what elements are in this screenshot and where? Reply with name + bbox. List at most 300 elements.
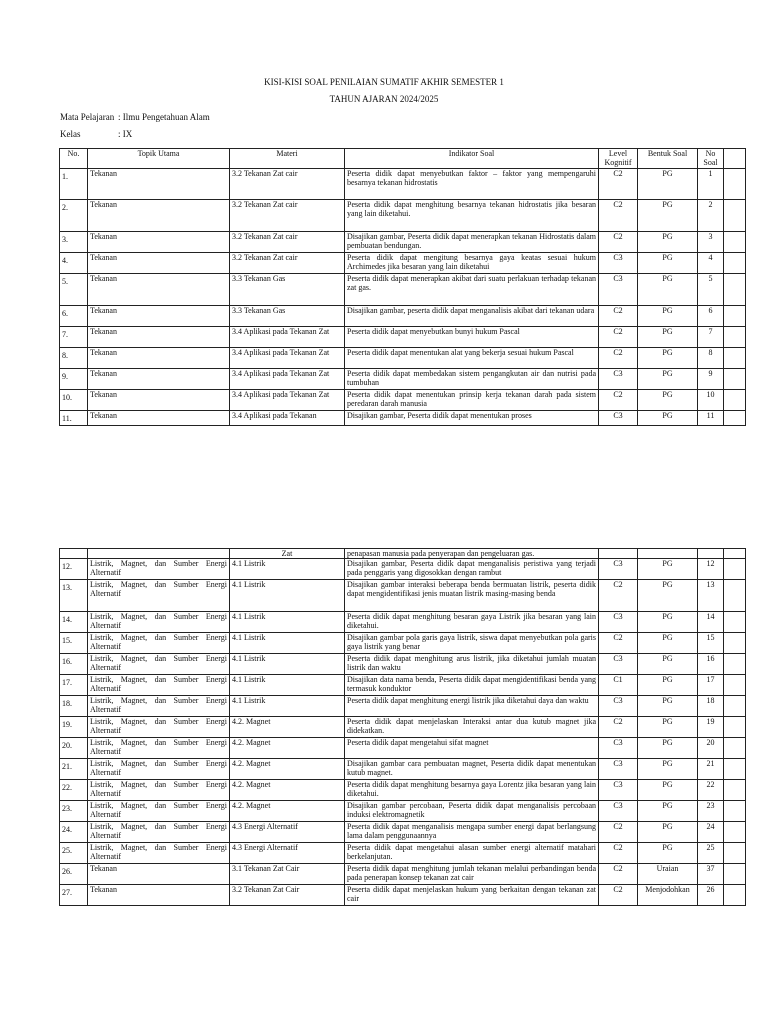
cell-materi — [230, 675, 345, 696]
cell-indikator-text: Disajikan data nama benda, Peserta didik dapat mengidentifikasi benda yang termasuk konduktor — [347, 675, 596, 693]
cell-materi-text: 3.4 Aplikasi pada Tekanan Zat — [232, 369, 330, 378]
cell-indikator — [345, 559, 599, 580]
cell-no — [60, 717, 88, 738]
cell-topik-text: Tekanan — [90, 885, 117, 894]
class-value: : IX — [118, 129, 133, 139]
cell-bentuk-text: PG — [662, 801, 673, 810]
cell-topik — [88, 654, 230, 675]
cell-nosoal-text: 18 — [706, 696, 715, 705]
cell-materi — [230, 200, 345, 232]
cell-materi-text: 3.2 Tekanan Zat cair — [232, 169, 298, 178]
cell-indikator-text: Peserta didik dapat menghitung jumlah tekanan melalui perbandingan benda pada penerapan konsep tekanan zat cair — [347, 864, 596, 882]
cell-nosoal — [698, 580, 724, 612]
cell-blank — [724, 822, 746, 843]
cell-blank — [724, 696, 746, 717]
cell-bentuk-text: PG — [662, 675, 673, 684]
table-row — [60, 843, 746, 864]
table-row — [60, 633, 746, 654]
cell-nosoal — [698, 675, 724, 696]
cell-indikator — [345, 843, 599, 864]
cell-level-text: C3 — [613, 253, 623, 262]
cell-nosoal — [698, 822, 724, 843]
cell-topik-text: Listrik, Magnet, dan Sumber Energi Alternatif — [90, 759, 227, 777]
cell-topik-text: Listrik, Magnet, dan Sumber Energi Alternatif — [90, 717, 227, 735]
cell-indikator — [345, 633, 599, 654]
cell-topik — [88, 369, 230, 390]
table-row — [60, 654, 746, 675]
cell-nosoal-text: 25 — [706, 843, 715, 852]
cell-bentuk-text: PG — [662, 759, 673, 768]
cell-bentuk — [638, 411, 698, 426]
table-row — [60, 759, 746, 780]
cell-blank — [724, 169, 746, 200]
cell-no-text: 22. — [62, 783, 72, 792]
cell-topik-text: Listrik, Magnet, dan Sumber Energi Alternatif — [90, 822, 227, 840]
cell-blank — [724, 675, 746, 696]
header-nosoal: No Soal — [698, 149, 724, 169]
cell-materi-text: 4.1 Listrik — [232, 580, 266, 589]
table-header-row — [60, 149, 746, 169]
cell-no — [60, 633, 88, 654]
cell-level-text: C2 — [613, 348, 623, 357]
cell-materi — [230, 822, 345, 843]
cell-nosoal-text: 37 — [706, 864, 715, 873]
cell-topik — [88, 411, 230, 426]
cell-bentuk-text: PG — [662, 717, 673, 726]
cell-bentuk — [638, 822, 698, 843]
cell-topik-text: Listrik, Magnet, dan Sumber Energi Alternatif — [90, 633, 227, 651]
table-row — [60, 274, 746, 306]
cell-bentuk-text: PG — [662, 253, 673, 262]
cell-bentuk-text: PG — [662, 169, 673, 178]
cell-topik — [88, 169, 230, 200]
cell-level-text: C2 — [613, 390, 623, 399]
grid-table-page-2 — [59, 548, 746, 906]
cell-indikator — [345, 717, 599, 738]
cell-level-text: C3 — [613, 559, 623, 568]
cell-level-text: C3 — [613, 274, 623, 283]
cell-materi-text: 3.2 Tekanan Zat cair — [232, 253, 298, 262]
table-row — [60, 822, 746, 843]
cell-nosoal-text: 15 — [706, 633, 715, 642]
cell-topik-text: Listrik, Magnet, dan Sumber Energi Alternatif — [90, 559, 227, 577]
cell-topik — [88, 580, 230, 612]
cell-indikator-text: Peserta didik dapat menganalisis mengapa sumber energi dapat berlangsung lama dalam penggunaannya — [347, 822, 596, 840]
cell-indikator-text: Peserta didik dapat menghitung besaran gaya Listrik jika besaran yang lain diketahui. — [347, 612, 596, 630]
cell-bentuk — [638, 390, 698, 411]
cell-indikator — [345, 801, 599, 822]
table-row — [60, 580, 746, 612]
cell-bentuk — [638, 696, 698, 717]
cell-topik-text: Listrik, Magnet, dan Sumber Energi Alternatif — [90, 675, 227, 693]
cell-topik-text: Tekanan — [90, 411, 117, 420]
cell-indikator-text: Peserta didik dapat menghitung arus listrik, jika diketahui jumlah muatan listrik dan waktu — [347, 654, 596, 672]
cell-nosoal — [698, 864, 724, 885]
table-row — [60, 864, 746, 885]
cell-materi — [230, 274, 345, 306]
cell-bentuk — [638, 780, 698, 801]
cell-bentuk-text: PG — [662, 200, 673, 209]
cell-indikator — [345, 200, 599, 232]
cell-bentuk-text: PG — [662, 738, 673, 747]
document-title: KISI-KISI SOAL PENILAIAN SUMATIF AKHIR SEMESTER 1 — [264, 77, 504, 87]
cell-no-text: 19. — [62, 720, 72, 729]
cell-materi — [230, 232, 345, 253]
cell-indikator — [345, 780, 599, 801]
cell-no-text: 18. — [62, 699, 72, 708]
cell-bentuk — [638, 675, 698, 696]
cell-topik — [88, 612, 230, 633]
cell-bentuk-text: Menjodohkan — [645, 885, 690, 894]
cell-topik-text: Tekanan — [90, 327, 117, 336]
cell-level — [599, 327, 638, 348]
cell-topik-text: Listrik, Magnet, dan Sumber Energi Alternatif — [90, 738, 227, 756]
cell-no-text: 7. — [62, 330, 68, 339]
cell-materi — [230, 348, 345, 369]
cell-indikator — [345, 169, 599, 200]
cell-topik-text: Listrik, Magnet, dan Sumber Energi Alternatif — [90, 580, 227, 598]
cell-bentuk — [638, 885, 698, 906]
cell-topik — [88, 348, 230, 369]
cell-no — [60, 559, 88, 580]
cell-nosoal — [698, 327, 724, 348]
cell-indikator-text: Disajikan gambar, Peserta didik dapat menerapkan tekanan Hidrostatis dalam pembuatan bendungan. — [347, 232, 596, 250]
cell-no — [60, 738, 88, 759]
table-row — [60, 696, 746, 717]
cell-level — [599, 169, 638, 200]
cell-topik — [88, 885, 230, 906]
cell-blank — [724, 843, 746, 864]
cell-materi-text: 4.2. Magnet — [232, 759, 271, 768]
cell-nosoal — [698, 717, 724, 738]
cell-blank — [724, 738, 746, 759]
cell-level — [599, 759, 638, 780]
cell-topik-text: Tekanan — [90, 390, 117, 399]
cell-materi: Zat — [230, 549, 345, 559]
cell-no-text: 12. — [62, 562, 72, 571]
cell-level-text: C3 — [613, 696, 623, 705]
header-bentuk: Bentuk Soal — [638, 149, 698, 169]
cell-level — [599, 559, 638, 580]
cell-materi — [230, 580, 345, 612]
cell-bentuk-text: PG — [662, 612, 673, 621]
cell-materi — [230, 864, 345, 885]
cell-level-text: C3 — [613, 612, 623, 621]
cell-nosoal — [698, 232, 724, 253]
cell-materi — [230, 306, 345, 327]
cell-level-text: C3 — [613, 654, 623, 663]
cell-blank — [724, 559, 746, 580]
cell-no — [60, 274, 88, 306]
header-no: No. — [60, 149, 88, 169]
cell-nosoal-text: 10 — [706, 390, 715, 399]
cell-no — [60, 580, 88, 612]
table-row — [60, 348, 746, 369]
cell-level — [599, 390, 638, 411]
cell-no — [60, 411, 88, 426]
cell-topik — [88, 801, 230, 822]
cell-bentuk-text: PG — [662, 654, 673, 663]
cell-nosoal-text: 5 — [708, 274, 713, 283]
cell-bentuk — [638, 253, 698, 274]
cell-no-text: 21. — [62, 762, 72, 771]
cell-topik — [88, 559, 230, 580]
cell-topik — [88, 327, 230, 348]
cell-materi-text: 3.4 Aplikasi pada Tekanan Zat — [232, 390, 330, 399]
cell-indikator-text: Peserta didik dapat menentukan prinsip kerja tekanan darah pada sistem peredaran darah manusia — [347, 390, 596, 408]
cell-level — [599, 843, 638, 864]
cell-no — [60, 654, 88, 675]
cell-topik-text: Listrik, Magnet, dan Sumber Energi Alternatif — [90, 654, 227, 672]
cell-materi-text: 3.3 Tekanan Gas — [232, 306, 286, 315]
cell-topik — [88, 306, 230, 327]
cell-level — [599, 822, 638, 843]
cell-no-text: 15. — [62, 636, 72, 645]
cell-level-text: C2 — [613, 717, 623, 726]
cell-bentuk-text: PG — [662, 411, 673, 420]
cell-nosoal-text: 3 — [708, 232, 713, 241]
cell-blank — [724, 780, 746, 801]
cell-topik-text: Tekanan — [90, 306, 117, 315]
cell-no-text: 5. — [62, 277, 68, 286]
cell-no — [60, 327, 88, 348]
cell-bentuk — [638, 169, 698, 200]
cell-level — [599, 232, 638, 253]
cell-no — [60, 200, 88, 232]
cell-blank — [724, 327, 746, 348]
cell-materi — [230, 633, 345, 654]
cell-blank — [724, 801, 746, 822]
table-row — [60, 200, 746, 232]
cell-level-text: C1 — [613, 675, 623, 684]
table-row — [60, 612, 746, 633]
cell-materi-text: 3.4 Aplikasi pada Tekanan Zat — [232, 348, 330, 357]
cell-nosoal-text: 23 — [706, 801, 715, 810]
cell-topik — [88, 822, 230, 843]
cell-bentuk-text: Uraian — [656, 864, 679, 873]
cell-materi-text: 4.2. Magnet — [232, 780, 271, 789]
cell-materi-text: 3.1 Tekanan Zat Cair — [232, 864, 300, 873]
cell-indikator-text: Disajikan gambar, Peserta didik dapat menganalisis peristiwa yang terjadi pada penggaris yang digosokkan dengan rambut — [347, 559, 596, 577]
cell-materi-text: 3.2 Tekanan Zat cair — [232, 232, 298, 241]
cell-materi — [230, 559, 345, 580]
cell-topik-text: Listrik, Magnet, dan Sumber Energi Alternatif — [90, 780, 227, 798]
cell-blank — [724, 232, 746, 253]
cell-nosoal-text: 16 — [706, 654, 715, 663]
cell-nosoal-text: 6 — [708, 306, 713, 315]
cell-nosoal-text: 9 — [708, 369, 713, 378]
cell-nosoal — [698, 390, 724, 411]
cell-blank — [724, 549, 746, 559]
cell-materi — [230, 253, 345, 274]
cell-indikator-text: Peserta didik dapat menyebutkan faktor – faktor yang mempengaruhi besarnya tekanan hidrostatis — [347, 169, 596, 187]
cell-blank — [724, 348, 746, 369]
cell-nosoal — [698, 253, 724, 274]
cell-no — [60, 306, 88, 327]
cell-materi-text: 3.4 Aplikasi pada Tekanan Zat — [232, 327, 330, 336]
cell-materi-text: 4.3 Energi Alternatif — [232, 843, 298, 852]
header-materi: Materi — [230, 149, 345, 169]
cell-nosoal — [698, 274, 724, 306]
cell-nosoal — [698, 411, 724, 426]
table-row — [60, 169, 746, 200]
header-level: Level Kognitif — [599, 149, 638, 169]
cell-indikator — [345, 696, 599, 717]
cell-materi-text: 4.2. Magnet — [232, 801, 271, 810]
cell-no — [60, 253, 88, 274]
cell-no — [60, 885, 88, 906]
cell-materi — [230, 369, 345, 390]
cell-nosoal — [698, 348, 724, 369]
cell-indikator: penapasan manusia pada penyerapan dan pengeluaran gas. — [345, 549, 599, 559]
cell-nosoal — [698, 696, 724, 717]
table-row — [60, 717, 746, 738]
cell-topik — [88, 390, 230, 411]
cell-indikator-text: Peserta didik dapat mengitung besarnya gaya keatas sesuai hukum Archimedes jika besaran yang lain diketahui — [347, 253, 596, 271]
cell-indikator — [345, 274, 599, 306]
cell-level — [599, 780, 638, 801]
cell-bentuk — [638, 306, 698, 327]
cell-no — [60, 369, 88, 390]
cell-bentuk — [638, 348, 698, 369]
cell-blank — [724, 580, 746, 612]
cell-level-text: C2 — [613, 327, 623, 336]
cell-no-text: 26. — [62, 867, 72, 876]
cell-level — [599, 864, 638, 885]
cell-topik-text: Tekanan — [90, 274, 117, 283]
cell-materi-text: 4.1 Listrik — [232, 696, 266, 705]
cell-indikator-text: Peserta didik dapat menerapkan akibat dari suatu perlakuan terhadap tekanan zat gas. — [347, 274, 596, 292]
cell-level — [599, 369, 638, 390]
table-row — [60, 675, 746, 696]
cell-nosoal — [698, 738, 724, 759]
cell-bentuk — [638, 327, 698, 348]
cell-nosoal — [698, 200, 724, 232]
cell-nosoal — [698, 633, 724, 654]
cell-blank — [724, 253, 746, 274]
cell-materi — [230, 738, 345, 759]
cell-no-text: 16. — [62, 657, 72, 666]
cell-materi-text: 3.4 Aplikasi pada Tekanan — [232, 411, 317, 420]
cell-no — [60, 864, 88, 885]
continuation-row — [60, 549, 746, 559]
cell-indikator — [345, 232, 599, 253]
cell-no — [60, 780, 88, 801]
cell-no — [60, 675, 88, 696]
cell-level-text: C3 — [613, 759, 623, 768]
cell-level — [599, 411, 638, 426]
cell-no — [60, 232, 88, 253]
cell-nosoal-text: 7 — [708, 327, 713, 336]
cell-level — [599, 612, 638, 633]
cell-nosoal-text: 19 — [706, 717, 715, 726]
cell-no — [60, 348, 88, 369]
cell-topik — [88, 717, 230, 738]
header-topik: Topik Utama — [88, 149, 230, 169]
cell-indikator-text: Peserta didik dapat membedakan sistem pengangkutan air dan nutrisi pada tumbuhan — [347, 369, 596, 387]
header-indikator: Indikator Soal — [345, 149, 599, 169]
cell-no-text: 2. — [62, 203, 68, 212]
cell-nosoal-text: 13 — [706, 580, 715, 589]
cell-bentuk-text: PG — [662, 633, 673, 642]
cell-materi — [230, 885, 345, 906]
subject-line — [60, 112, 210, 122]
cell-topik — [88, 864, 230, 885]
cell-nosoal — [698, 780, 724, 801]
cell-topik — [88, 696, 230, 717]
cell-topik-text: Tekanan — [90, 169, 117, 178]
cell-nosoal — [698, 885, 724, 906]
cell-indikator-text: Peserta didik dapat menghitung energi listrik jika diketahui daya dan waktu — [347, 696, 589, 705]
cell-bentuk — [638, 369, 698, 390]
cell-bentuk-text: PG — [662, 232, 673, 241]
cell-blank — [724, 633, 746, 654]
cell-no — [60, 169, 88, 200]
cell-level — [599, 633, 638, 654]
cell-bentuk — [638, 759, 698, 780]
cell-bentuk — [638, 633, 698, 654]
cell-level-text: C2 — [613, 822, 623, 831]
cell-level — [599, 801, 638, 822]
cell-level — [599, 274, 638, 306]
table-row — [60, 411, 746, 426]
cell-blank — [724, 612, 746, 633]
cell-blank — [724, 864, 746, 885]
cell-indikator — [345, 369, 599, 390]
cell-bentuk — [638, 274, 698, 306]
cell-blank — [724, 306, 746, 327]
cell-bentuk — [638, 654, 698, 675]
cell-topik — [88, 759, 230, 780]
cell-materi-text: 4.1 Listrik — [232, 633, 266, 642]
cell-bentuk-text: PG — [662, 274, 673, 283]
cell-blank — [724, 411, 746, 426]
cell-no-text: 3. — [62, 235, 68, 244]
cell-bentuk-text: PG — [662, 369, 673, 378]
cell-level-text: C2 — [613, 169, 623, 178]
cell-materi — [230, 327, 345, 348]
cell-materi-text: 3.2 Tekanan Zat Cair — [232, 885, 300, 894]
cell-materi-text: 3.2 Tekanan Zat cair — [232, 200, 298, 209]
cell-bentuk — [638, 612, 698, 633]
cell-bentuk — [638, 559, 698, 580]
cell-no — [60, 549, 88, 559]
cell-nosoal-text: 26 — [706, 885, 715, 894]
cell-indikator — [345, 759, 599, 780]
cell-nosoal-text: 11 — [706, 411, 715, 420]
cell-nosoal — [698, 549, 724, 559]
cell-topik-text: Tekanan — [90, 200, 117, 209]
cell-bentuk-text: PG — [662, 348, 673, 357]
table-row — [60, 327, 746, 348]
cell-materi-text: 4.2. Magnet — [232, 717, 271, 726]
cell-indikator-text: Peserta didik dapat mengetahui alasan sumber energi alternatif matahari berkelanjutan. — [347, 843, 596, 861]
table-row — [60, 738, 746, 759]
cell-nosoal — [698, 369, 724, 390]
cell-indikator-text: Peserta didik dapat mengetahui sifat magnet — [347, 738, 489, 747]
cell-materi-text: 4.1 Listrik — [232, 559, 266, 568]
cell-indikator — [345, 675, 599, 696]
cell-indikator — [345, 327, 599, 348]
cell-blank — [724, 885, 746, 906]
cell-bentuk-text: PG — [662, 843, 673, 852]
cell-bentuk-text: PG — [662, 390, 673, 399]
cell-no — [60, 822, 88, 843]
cell-topik-text: Tekanan — [90, 348, 117, 357]
class-line — [60, 129, 132, 139]
cell-topik — [88, 675, 230, 696]
cell-level — [599, 717, 638, 738]
